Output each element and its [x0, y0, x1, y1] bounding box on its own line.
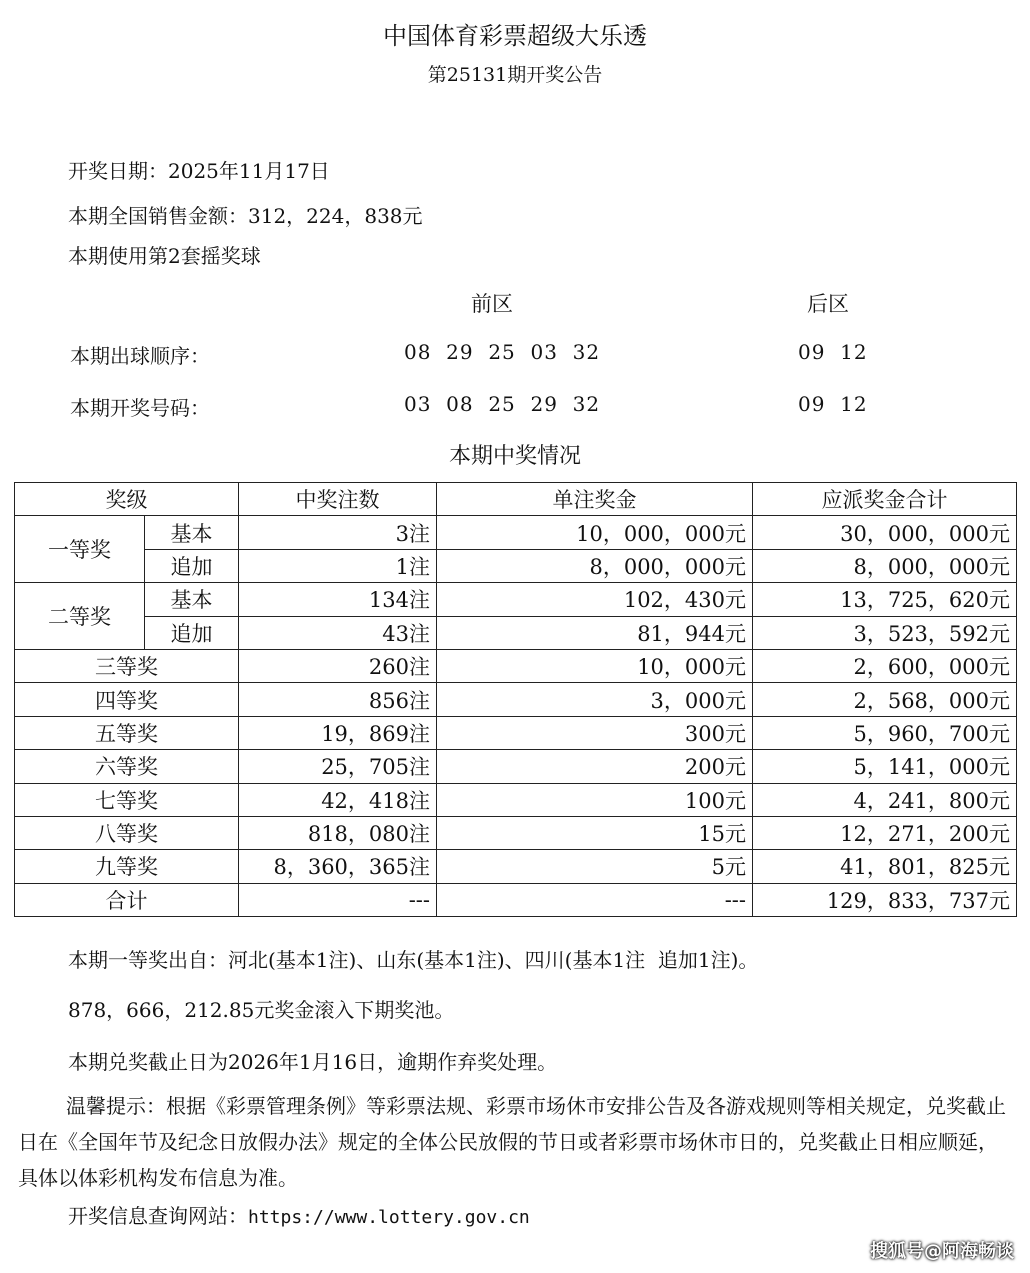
header-level: 奖级: [15, 483, 239, 516]
winning-front-numbers: 03 08 25 29 32: [404, 392, 601, 416]
query-site-link[interactable]: https://www.lottery.gov.cn: [248, 1207, 530, 1228]
count-cell: 856注: [239, 683, 437, 716]
ball-set: 本期使用第2套摇奖球: [68, 244, 261, 268]
level-label: 九等奖: [15, 850, 239, 883]
total-cell: 3，523，592元: [753, 616, 1017, 649]
header-count: 中奖注数: [239, 483, 437, 516]
level-label: 二等奖: [15, 583, 145, 650]
single-cell: ---: [437, 883, 753, 916]
rollover-note: 878，666，212.85元奖金滚入下期奖池。: [68, 998, 455, 1022]
count-cell: 134注: [239, 583, 437, 616]
level-label: 六等奖: [15, 750, 239, 783]
winning-back-numbers: 09 12: [798, 392, 868, 416]
total-cell: 8，000，000元: [753, 549, 1017, 582]
prize-section-title: 本期中奖情况: [448, 444, 581, 469]
sales-amount: 本期全国销售金额：312，224，838元: [68, 204, 423, 228]
count-cell: 3注: [239, 516, 437, 549]
first-prize-origin: 本期一等奖出自：河北(基本1注)、山东(基本1注)、四川(基本1注 追加1注)。: [68, 948, 759, 972]
level-label: 七等奖: [15, 783, 239, 816]
level-label: 五等奖: [15, 716, 239, 749]
sub-label: 追加: [145, 616, 239, 649]
single-cell: 100元: [437, 783, 753, 816]
total-cell: 2，600，000元: [753, 649, 1017, 682]
total-cell: 5，960，700元: [753, 716, 1017, 749]
total-cell: 2，568，000元: [753, 683, 1017, 716]
prize-table: [14, 482, 1017, 917]
total-cell: 4，241，800元: [753, 783, 1017, 816]
table-row: [15, 850, 1017, 883]
single-cell: 5元: [437, 850, 753, 883]
query-site-label: 开奖信息查询网站：: [68, 1204, 248, 1228]
single-cell: 200元: [437, 750, 753, 783]
single-cell: 81，944元: [437, 616, 753, 649]
page-title: 中国体育彩票超级大乐透: [383, 22, 647, 50]
table-row: [15, 716, 1017, 749]
deadline-note: 本期兑奖截止日为2026年1月16日，逾期作弃奖处理。: [68, 1050, 558, 1074]
single-cell: 300元: [437, 716, 753, 749]
table-row: [15, 750, 1017, 783]
back-zone-label: 后区: [807, 292, 849, 316]
level-label: 八等奖: [15, 816, 239, 849]
table-row: [15, 516, 1017, 549]
total-cell: 30，000，000元: [753, 516, 1017, 549]
table-row: [15, 683, 1017, 716]
table-header-row: [15, 483, 1017, 516]
count-cell: 19，869注: [239, 716, 437, 749]
winning-numbers-label: 本期开奖号码：: [70, 396, 210, 420]
sub-label: 基本: [145, 583, 239, 616]
query-site: [68, 1200, 530, 1229]
single-cell: 10，000，000元: [437, 516, 753, 549]
count-cell: 260注: [239, 649, 437, 682]
level-label: 三等奖: [15, 649, 239, 682]
count-cell: ---: [239, 883, 437, 916]
single-cell: 15元: [437, 816, 753, 849]
table-row: [15, 549, 1017, 582]
table-row: [15, 616, 1017, 649]
count-cell: 42，418注: [239, 783, 437, 816]
level-label: 四等奖: [15, 683, 239, 716]
single-cell: 102，430元: [437, 583, 753, 616]
table-row-total: [15, 883, 1017, 916]
total-cell: 129，833，737元: [753, 883, 1017, 916]
total-cell: 13，725，620元: [753, 583, 1017, 616]
single-cell: 10，000元: [437, 649, 753, 682]
issue-subtitle: 第25131期开奖公告: [427, 64, 603, 86]
front-zone-label: 前区: [471, 292, 513, 316]
watermark: 搜狐号@阿海畅谈: [870, 1241, 1014, 1262]
count-cell: 1注: [239, 549, 437, 582]
count-cell: 43注: [239, 616, 437, 649]
count-cell: 25，705注: [239, 750, 437, 783]
header-total: 应派奖金合计: [753, 483, 1017, 516]
draw-order-front: 08 29 25 03 32: [404, 340, 601, 364]
total-cell: 12，271，200元: [753, 816, 1017, 849]
single-cell: 8，000，000元: [437, 549, 753, 582]
draw-date: 开奖日期：2025年11月17日: [68, 159, 330, 183]
count-cell: 8，360，365注: [239, 850, 437, 883]
total-cell: 41，801，825元: [753, 850, 1017, 883]
header-single: 单注奖金: [437, 483, 753, 516]
table-row: [15, 583, 1017, 616]
draw-order-back: 09 12: [798, 340, 868, 364]
total-label: 合计: [15, 883, 239, 916]
table-row: [15, 783, 1017, 816]
reminder-note: 温馨提示：根据《彩票管理条例》等彩票法规、彩票市场休市安排公告及各游戏规则等相关规定，兑奖截止日在《全国年节及纪念日放假办法》规定的全体公民放假的节日或者彩票市场休市日的，兑奖截止日相应顺延，具体以体彩机构发布信息为准。: [18, 1094, 1006, 1190]
single-cell: 3，000元: [437, 683, 753, 716]
sub-label: 追加: [145, 549, 239, 582]
level-label: 一等奖: [15, 516, 145, 583]
count-cell: 818，080注: [239, 816, 437, 849]
table-row: [15, 816, 1017, 849]
table-row: [15, 649, 1017, 682]
draw-order-label: 本期出球顺序：: [70, 344, 210, 368]
total-cell: 5，141，000元: [753, 750, 1017, 783]
sub-label: 基本: [145, 516, 239, 549]
